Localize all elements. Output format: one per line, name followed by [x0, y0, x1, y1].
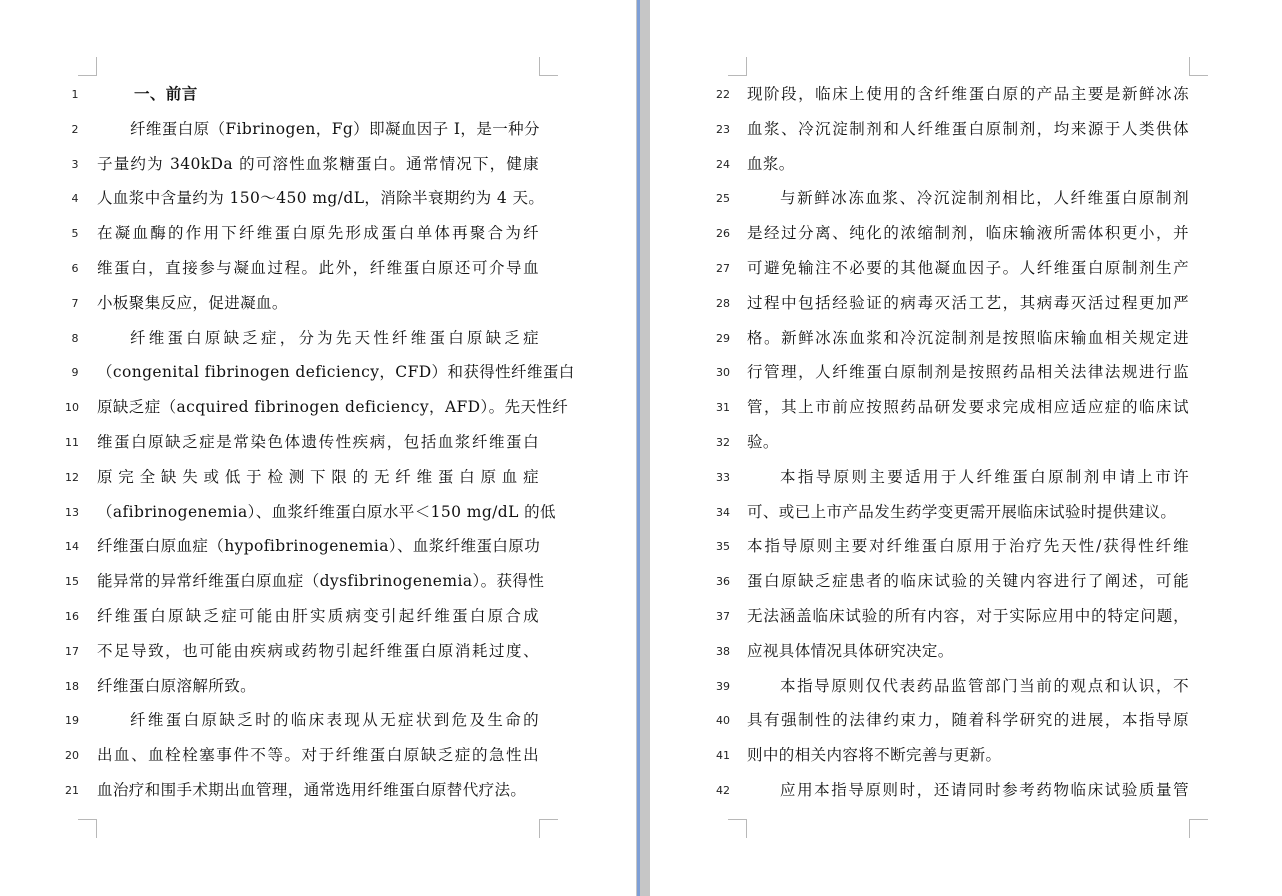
paragraph-text[interactable]: 子量约为 340kDa 的可溶性血浆糖蛋白。通常情况下，健康 [97, 154, 539, 173]
margin-marker-top-left [728, 57, 747, 76]
line-number: 19 [65, 714, 79, 728]
line-number: 39 [716, 679, 730, 693]
paragraph-text[interactable]: 格。新鲜冰冻血浆和冷沉淀制剂是按照临床输血相关规定进 [747, 328, 1189, 347]
line-number: 35 [716, 540, 730, 554]
paragraph-text[interactable]: 人血浆中含量约为 150～450 mg/dL，消除半衰期约为 4 天。 [97, 189, 545, 208]
line-number: 26 [716, 227, 730, 241]
paragraph-text[interactable]: 纤维蛋白原血症（hypofibrinogenemia）、血浆纤维蛋白原功 [97, 537, 541, 556]
margin-marker-top-right [1189, 57, 1208, 76]
line-number: 27 [716, 261, 730, 275]
margin-marker-bottom-right [1189, 819, 1208, 838]
line-number: 12 [65, 470, 79, 484]
paragraph-text[interactable]: 是经过分离、纯化的浓缩制剂，临床输液所需体积更小，并 [747, 224, 1189, 243]
paragraph-text[interactable]: 纤维蛋白原缺乏时的临床表现从无症状到危及生命的 [130, 711, 539, 730]
margin-marker-bottom-right [539, 819, 558, 838]
line-number: 24 [716, 157, 730, 171]
line-number: 16 [65, 609, 79, 623]
line-number: 20 [65, 749, 79, 763]
line-number: 34 [716, 505, 730, 519]
paragraph-text[interactable]: 血治疗和围手术期出血管理，通常选用纤维蛋白原替代疗法。 [97, 780, 527, 799]
paragraph-text[interactable]: 具有强制性的法律约束力，随着科学研究的进展，本指导原 [747, 711, 1189, 730]
paragraph-text[interactable]: 不足导致，也可能由疾病或药物引起纤维蛋白原消耗过度、 [97, 641, 539, 660]
line-number: 32 [716, 435, 730, 449]
paragraph-text[interactable]: 血浆、冷沉淀制剂和人纤维蛋白原制剂，均来源于人类供体 [747, 119, 1189, 138]
paragraph-text[interactable]: 纤维蛋白原缺乏症可能由肝实质病变引起纤维蛋白原合成 [97, 606, 539, 625]
paragraph-text[interactable]: 过程中包括经验证的病毒灭活工艺，其病毒灭活过程更加严 [747, 293, 1189, 312]
line-number: 38 [716, 644, 730, 658]
line-number: 29 [716, 331, 730, 345]
line-number: 11 [65, 435, 79, 449]
paragraph-text[interactable]: 血浆。 [747, 154, 795, 173]
paragraph-text[interactable]: 应视具体情况具体研究决定。 [747, 641, 954, 660]
margin-marker-bottom-left [78, 819, 97, 838]
line-number: 30 [716, 366, 730, 380]
line-number: 13 [65, 505, 79, 519]
line-number: 3 [71, 157, 79, 171]
paragraph-text[interactable]: 应用本指导原则时，还请同时参考药物临床试验质量管 [780, 780, 1189, 799]
paragraph-text[interactable]: 小板聚集反应，促进凝血。 [97, 293, 288, 312]
paragraph-text[interactable]: 本指导原则主要对纤维蛋白原用于治疗先天性/获得性纤维 [747, 537, 1189, 556]
paragraph-text[interactable]: 在凝血酶的作用下纤维蛋白原先形成蛋白单体再聚合为纤 [97, 224, 539, 243]
line-number: 6 [71, 261, 79, 275]
line-number: 25 [716, 192, 730, 206]
line-number: 23 [716, 122, 730, 136]
line-number: 21 [65, 783, 79, 797]
paragraph-text[interactable]: 无法涵盖临床试验的所有内容，对于实际应用中的特定问题， [747, 606, 1189, 625]
margin-marker-top-left [78, 57, 97, 76]
line-number: 40 [716, 714, 730, 728]
paragraph-text[interactable]: 与新鲜冰冻血浆、冷沉淀制剂相比，人纤维蛋白原制剂 [780, 189, 1189, 208]
paragraph-text[interactable]: 纤维蛋白原（Fibrinogen，Fg）即凝血因子 I，是一种分 [130, 119, 540, 138]
margin-marker-bottom-left [728, 819, 747, 838]
paragraph-text[interactable]: 能异常的异常纤维蛋白原血症（dysfibrinogenemia）。获得性 [97, 572, 545, 591]
paragraph-text[interactable]: 出血、血栓栓塞事件不等。对于纤维蛋白原缺乏症的急性出 [97, 746, 539, 765]
document-page-right[interactable] [650, 0, 1282, 896]
paragraph-text[interactable]: 原缺乏症（acquired fibrinogen deficiency，AFD）。先天性纤 [97, 398, 569, 417]
line-number: 42 [716, 783, 730, 797]
paragraph-text[interactable]: 原完全缺失或低于检测下限的无纤维蛋白原血症 [97, 467, 539, 486]
line-number: 28 [716, 296, 730, 310]
paragraph-text[interactable]: 纤维蛋白原溶解所致。 [97, 676, 257, 695]
document-page-left[interactable] [0, 0, 636, 896]
paragraph-text[interactable]: 管，其上市前应按照药品研发要求完成相应适应症的临床试 [747, 398, 1189, 417]
paragraph-text[interactable]: 本指导原则仅代表药品监管部门当前的观点和认识，不 [780, 676, 1189, 695]
line-number: 37 [716, 609, 730, 623]
line-number: 10 [65, 401, 79, 415]
page-divider [637, 0, 640, 896]
line-number: 1 [71, 88, 79, 101]
paragraph-text[interactable]: 验。 [747, 432, 779, 451]
paragraph-text[interactable]: 现阶段，临床上使用的含纤维蛋白原的产品主要是新鲜冰冻 [747, 85, 1189, 103]
line-number: 22 [716, 88, 730, 101]
line-number: 31 [716, 401, 730, 415]
paragraph-text[interactable]: 维蛋白，直接参与凝血过程。此外，纤维蛋白原还可介导血 [97, 258, 539, 277]
paragraph-text[interactable]: （afibrinogenemia）、血浆纤维蛋白原水平＜150 mg/dL 的低 [97, 502, 556, 521]
paragraph-text[interactable]: （congenital fibrinogen deficiency，CFD）和获得性纤维蛋白 [97, 363, 575, 382]
line-number: 41 [716, 749, 730, 763]
paragraph-text[interactable]: 本指导原则主要适用于人纤维蛋白原制剂申请上市许 [780, 467, 1189, 486]
paragraph-text[interactable]: 行管理，人纤维蛋白原制剂是按照药品相关法律法规进行监 [747, 363, 1189, 382]
paragraph-text[interactable]: 则中的相关内容将不断完善与更新。 [747, 746, 1002, 765]
section-heading[interactable]: 一、前言 [134, 84, 198, 103]
line-number: 2 [71, 122, 79, 136]
paragraph-text[interactable]: 纤维蛋白原缺乏症，分为先天性纤维蛋白原缺乏症 [130, 328, 539, 347]
line-number: 14 [65, 540, 79, 554]
line-number: 15 [65, 575, 79, 589]
paragraph-text[interactable]: 可避免输注不必要的其他凝血因子。人纤维蛋白原制剂生产 [747, 258, 1189, 277]
line-number: 17 [65, 644, 79, 658]
line-number: 7 [71, 296, 79, 310]
paragraph-text[interactable]: 维蛋白原缺乏症是常染色体遗传性疾病，包括血浆纤维蛋白 [97, 432, 539, 451]
line-number: 5 [71, 227, 79, 241]
margin-marker-top-right [539, 57, 558, 76]
paragraph-text[interactable]: 蛋白原缺乏症患者的临床试验的关键内容进行了阐述，可能 [747, 572, 1189, 591]
line-number: 36 [716, 575, 730, 589]
line-number: 8 [71, 331, 79, 345]
line-number: 18 [65, 679, 79, 693]
line-number: 4 [71, 192, 79, 206]
paragraph-text[interactable]: 可、或已上市产品发生药学变更需开展临床试验时提供建议。 [747, 502, 1177, 521]
line-number: 33 [716, 470, 730, 484]
line-number: 9 [71, 366, 79, 380]
